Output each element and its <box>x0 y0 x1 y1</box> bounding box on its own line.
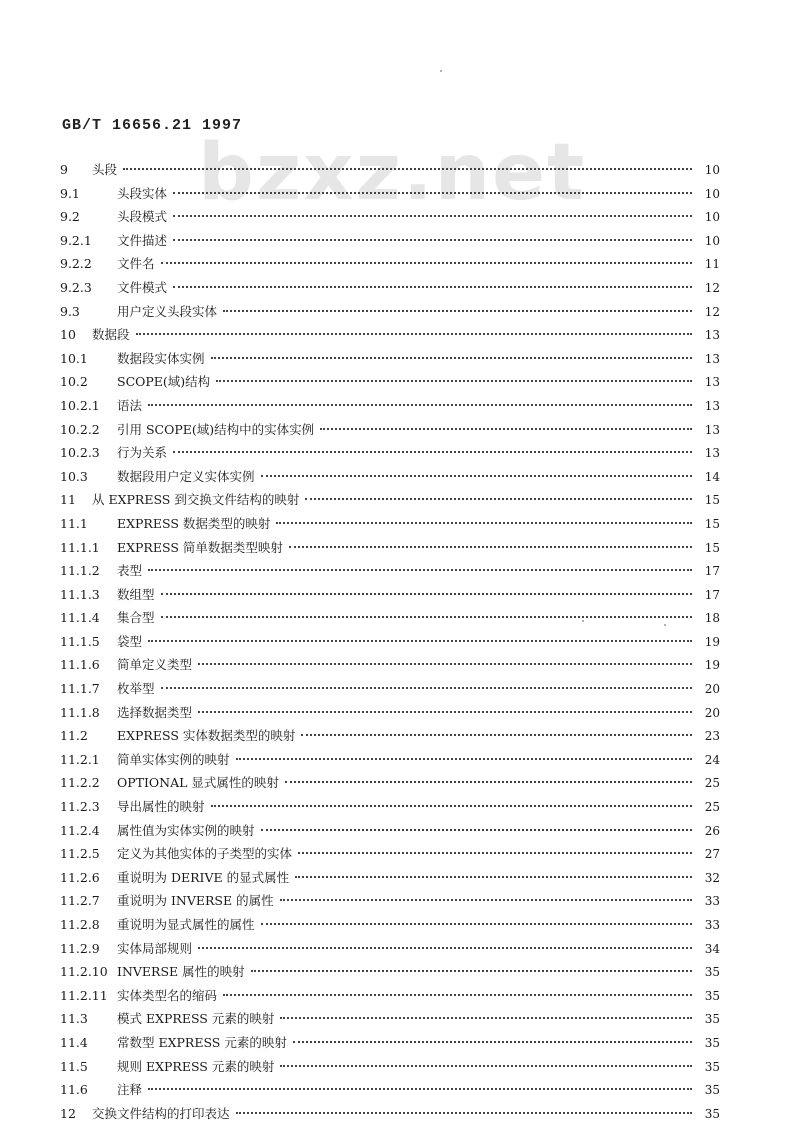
toc-section-title: 重说明为 INVERSE 的属性 <box>117 893 274 909</box>
toc-entry[interactable] <box>60 418 720 442</box>
toc-section-number: 11.2.7 <box>60 893 100 909</box>
toc-page-number: 23 <box>704 729 720 744</box>
toc-dot-leader <box>173 239 692 241</box>
toc-dot-leader <box>216 380 692 382</box>
toc-dot-leader <box>236 758 692 760</box>
toc-section-title: 引用 SCOPE(域)结构中的实体实例 <box>117 421 315 437</box>
toc-page-number: 17 <box>704 564 720 579</box>
toc-entry[interactable] <box>60 300 720 324</box>
toc-dot-leader <box>280 1065 692 1067</box>
toc-page-number: 13 <box>704 328 720 343</box>
toc-section-title: 袋型 <box>117 633 143 649</box>
toc-page-number: 35 <box>704 965 720 980</box>
toc-section-title: 模式 EXPRESS 元素的映射 <box>117 1011 275 1027</box>
toc-entry[interactable] <box>60 889 720 913</box>
toc-dot-leader <box>301 734 692 736</box>
toc-entry[interactable] <box>60 606 720 630</box>
toc-page-number: 35 <box>704 988 720 1003</box>
toc-section-title: 行为关系 <box>117 445 168 461</box>
toc-entry[interactable] <box>60 724 720 748</box>
toc-section-title: 简单实体实例的映射 <box>117 751 230 767</box>
toc-entry[interactable] <box>60 677 720 701</box>
toc-page-number: 33 <box>704 894 720 909</box>
toc-page-number: 35 <box>704 1106 720 1121</box>
toc-section-number: 11.1.7 <box>60 681 100 697</box>
toc-entry[interactable] <box>60 1007 720 1031</box>
toc-dot-leader <box>289 546 692 548</box>
toc-section-number: 11.2 <box>60 728 88 744</box>
toc-page-number: 35 <box>704 1012 720 1027</box>
toc-entry[interactable] <box>60 441 720 465</box>
toc-section-number: 11.3 <box>60 1011 88 1027</box>
toc-entry[interactable] <box>60 536 720 560</box>
page-header-doc-id: GB/T 16656.21 1997 <box>62 117 243 134</box>
scan-speck <box>440 70 442 72</box>
toc-section-title: 规则 EXPRESS 元素的映射 <box>117 1058 275 1074</box>
toc-entry[interactable] <box>60 465 720 489</box>
toc-section-title: 重说明为显式属性的属性 <box>117 917 255 932</box>
toc-section-title: 重说明为 DERIVE 的显式属性 <box>117 869 290 885</box>
toc-section-title: EXPRESS 简单数据类型映射 <box>117 539 283 555</box>
toc-entry[interactable] <box>60 583 720 607</box>
toc-dot-leader <box>161 616 692 618</box>
toc-entry[interactable] <box>60 512 720 536</box>
toc-section-title: SCOPE(域)结构 <box>117 374 211 390</box>
toc-dot-leader <box>236 1112 692 1114</box>
toc-dot-leader <box>261 923 692 925</box>
toc-section-number: 11.4 <box>60 1034 88 1050</box>
toc-dot-leader <box>173 192 692 194</box>
toc-dot-leader <box>161 593 692 595</box>
toc-dot-leader <box>298 852 692 854</box>
toc-section-number: 11.1.6 <box>60 657 100 673</box>
toc-page-number: 25 <box>704 776 720 791</box>
toc-section-number: 9.2.1 <box>60 232 92 248</box>
toc-page-number: 10 <box>704 163 720 177</box>
toc-page-number: 24 <box>704 752 720 767</box>
toc-section-number: 11.1.3 <box>60 586 100 602</box>
toc-dot-leader <box>276 522 692 524</box>
toc-page-number: 35 <box>704 1083 720 1098</box>
toc-entry[interactable] <box>60 984 720 1008</box>
toc-entry[interactable] <box>60 701 720 725</box>
toc-section-title: 文件模式 <box>117 279 168 295</box>
toc-dot-leader <box>223 310 692 312</box>
toc-dot-leader <box>211 805 692 807</box>
toc-section-number: 9.3 <box>60 303 80 319</box>
toc-dot-leader <box>136 333 692 335</box>
toc-page-number: 15 <box>704 516 720 531</box>
toc-section-number: 9 <box>60 162 68 177</box>
toc-section-title: 定义为其他实体的子类型的实体 <box>117 846 293 862</box>
toc-dot-leader <box>173 215 692 217</box>
toc-entry[interactable] <box>60 1102 720 1126</box>
toc-page-number: 12 <box>704 304 720 319</box>
toc-section-title: 数据段实体实例 <box>117 350 205 366</box>
toc-entry[interactable] <box>60 158 720 182</box>
toc-section-number: 11.2.10 <box>60 964 108 980</box>
toc-page-number: 11 <box>704 257 720 272</box>
toc-section-title: 从 EXPRESS 到交换文件结构的映射 <box>92 492 300 508</box>
toc-entry[interactable] <box>60 1055 720 1079</box>
toc-section-number: 9.1 <box>60 185 80 201</box>
toc-dot-leader <box>148 569 692 571</box>
toc-section-title: 数据段用户定义实体实例 <box>117 468 255 484</box>
toc-section-number: 11.2.11 <box>60 987 108 1003</box>
toc-section-number: 11.2.9 <box>60 940 100 956</box>
table-of-contents <box>60 158 720 1125</box>
toc-dot-leader <box>280 899 692 901</box>
toc-section-title: 属性值为实体实例的映射 <box>117 822 255 838</box>
toc-dot-leader <box>285 781 692 783</box>
toc-page-number: 35 <box>704 1035 720 1050</box>
toc-entry[interactable] <box>60 276 720 300</box>
toc-entry[interactable] <box>60 630 720 654</box>
toc-section-title: 头段模式 <box>117 209 168 225</box>
toc-page-number: 17 <box>704 587 720 602</box>
toc-section-number: 11.2.8 <box>60 917 100 932</box>
toc-entry[interactable] <box>60 1031 720 1055</box>
toc-section-title: 实体局部规则 <box>117 940 193 956</box>
toc-section-number: 10.2.2 <box>60 421 100 437</box>
toc-entry[interactable] <box>60 913 720 937</box>
toc-section-number: 11.2.5 <box>60 846 100 862</box>
toc-dot-leader <box>280 1017 692 1019</box>
toc-entry[interactable] <box>60 229 720 253</box>
toc-section-number: 11.2.3 <box>60 799 100 815</box>
toc-entry[interactable] <box>60 205 720 229</box>
toc-section-title: 枚举型 <box>117 681 155 697</box>
toc-section-title: 集合型 <box>117 610 155 626</box>
toc-page-number: 13 <box>704 351 720 366</box>
toc-page-number: 10 <box>704 233 720 248</box>
toc-section-title: 头段实体 <box>117 185 168 201</box>
toc-entry[interactable] <box>60 559 720 583</box>
toc-dot-leader <box>161 262 692 264</box>
toc-page-number: 20 <box>704 705 720 720</box>
toc-section-number: 11.1 <box>60 515 88 531</box>
toc-dot-leader <box>148 1088 692 1090</box>
toc-page-number: 15 <box>704 540 720 555</box>
toc-section-number: 10.2 <box>60 374 88 390</box>
toc-section-title: OPTIONAL 显式属性的映射 <box>117 775 279 791</box>
toc-section-number: 11.1.1 <box>60 539 100 555</box>
toc-section-title: 实体类型名的缩码 <box>117 987 218 1003</box>
toc-entry[interactable] <box>60 937 720 961</box>
toc-entry[interactable] <box>60 182 720 206</box>
toc-page-number: 10 <box>704 186 720 201</box>
toc-dot-leader <box>173 286 692 288</box>
toc-dot-leader <box>251 970 692 972</box>
toc-page-number: 32 <box>704 870 720 885</box>
toc-page-number: 33 <box>704 918 720 932</box>
toc-section-title: 头段 <box>92 162 118 177</box>
toc-section-number: 10.1 <box>60 350 88 366</box>
toc-page-number: 35 <box>704 1059 720 1074</box>
toc-section-title: 语法 <box>117 397 143 413</box>
toc-section-number: 9.2.2 <box>60 256 92 272</box>
toc-page-number: 13 <box>704 446 720 461</box>
watermark: bzxz.net <box>198 128 587 218</box>
toc-dot-leader <box>123 168 692 170</box>
toc-section-title: EXPRESS 实体数据类型的映射 <box>117 728 296 744</box>
toc-entry[interactable] <box>60 347 720 371</box>
toc-section-title: 选择数据类型 <box>117 704 193 720</box>
toc-dot-leader <box>261 475 692 477</box>
toc-dot-leader <box>198 663 692 665</box>
toc-dot-leader <box>320 428 692 430</box>
toc-section-number: 11.1.2 <box>60 563 100 579</box>
toc-section-title: 文件名 <box>117 256 155 272</box>
toc-section-title: 导出属性的映射 <box>117 799 205 815</box>
toc-section-number: 11.1.8 <box>60 704 100 720</box>
toc-page-number: 34 <box>704 941 720 956</box>
toc-section-title: 用户定义头段实体 <box>117 303 218 319</box>
toc-section-number: 10.2.3 <box>60 445 100 461</box>
toc-section-number: 11.6 <box>60 1082 88 1098</box>
toc-section-number: 11.2.1 <box>60 751 100 767</box>
toc-entry[interactable] <box>60 323 720 347</box>
toc-dot-leader <box>161 687 692 689</box>
toc-entry[interactable] <box>60 748 720 772</box>
toc-dot-leader <box>148 640 692 642</box>
toc-section-number: 11.2.4 <box>60 822 100 838</box>
toc-entry[interactable] <box>60 795 720 819</box>
toc-section-number: 12 <box>60 1105 76 1121</box>
toc-section-number: 9.2.3 <box>60 279 92 295</box>
toc-section-title: 常数型 EXPRESS 元素的映射 <box>117 1034 287 1050</box>
toc-section-title: 数据段 <box>92 327 130 343</box>
toc-entry[interactable] <box>60 653 720 677</box>
toc-page-number: 19 <box>704 658 720 673</box>
toc-section-number: 11 <box>60 492 76 508</box>
toc-dot-leader <box>211 357 692 359</box>
toc-dot-leader <box>295 876 692 878</box>
toc-entry[interactable] <box>60 488 720 512</box>
toc-section-title: 数组型 <box>117 586 155 602</box>
toc-dot-leader <box>173 451 692 453</box>
toc-section-number: 10.2.1 <box>60 397 100 413</box>
toc-entry[interactable] <box>60 370 720 394</box>
toc-page-number: 20 <box>704 682 720 697</box>
toc-page-number: 25 <box>704 800 720 815</box>
toc-entry[interactable] <box>60 960 720 984</box>
toc-section-number: 11.1.4 <box>60 610 100 626</box>
toc-entry[interactable] <box>60 252 720 276</box>
toc-entry[interactable] <box>60 1078 720 1102</box>
toc-page-number: 15 <box>704 493 720 508</box>
toc-dot-leader <box>261 829 692 831</box>
toc-page-number: 18 <box>704 611 720 626</box>
toc-dot-leader <box>198 947 692 949</box>
toc-page-number: 27 <box>704 847 720 862</box>
toc-entry[interactable] <box>60 866 720 890</box>
toc-entry[interactable] <box>60 819 720 843</box>
toc-section-number: 9.2 <box>60 209 80 225</box>
toc-dot-leader <box>293 1041 692 1043</box>
toc-page-number: 13 <box>704 422 720 437</box>
toc-section-title: 交换文件结构的打印表达 <box>92 1105 230 1121</box>
toc-page-number: 13 <box>704 375 720 390</box>
toc-section-title: 表型 <box>117 563 143 579</box>
toc-dot-leader <box>305 498 692 500</box>
toc-page-number: 10 <box>704 210 720 225</box>
toc-section-title: EXPRESS 数据类型的映射 <box>117 515 271 531</box>
toc-page-number: 19 <box>704 634 720 649</box>
toc-section-number: 11.2.2 <box>60 775 100 791</box>
toc-dot-leader <box>148 404 692 406</box>
toc-dot-leader <box>223 994 692 996</box>
toc-section-title: 注释 <box>117 1082 143 1098</box>
toc-section-number: 10 <box>60 327 76 343</box>
toc-section-title: 文件描述 <box>117 232 168 248</box>
toc-entry[interactable] <box>60 842 720 866</box>
toc-page-number: 13 <box>704 398 720 413</box>
toc-section-number: 11.5 <box>60 1058 88 1074</box>
toc-section-title: 简单定义类型 <box>117 657 193 673</box>
toc-section-number: 11.1.5 <box>60 633 100 649</box>
toc-section-number: 11.2.6 <box>60 869 100 885</box>
toc-entry[interactable] <box>60 394 720 418</box>
toc-page-number: 26 <box>704 823 720 838</box>
toc-section-title: INVERSE 属性的映射 <box>117 964 245 980</box>
toc-dot-leader <box>198 711 692 713</box>
toc-entry[interactable] <box>60 771 720 795</box>
toc-page-number: 14 <box>704 469 720 484</box>
toc-section-number: 10.3 <box>60 468 88 484</box>
toc-page-number: 12 <box>704 280 720 295</box>
